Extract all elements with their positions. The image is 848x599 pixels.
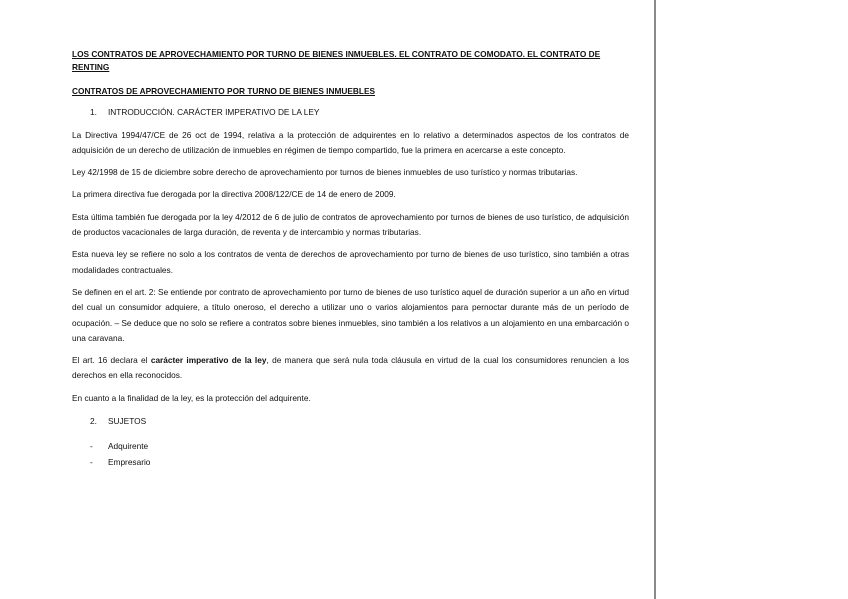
section-number: 1. [90,107,97,118]
paragraph-nueva-ley: Esta nueva ley se refiere no solo a los contratos de venta de derechos de aprovechamiento por turno de bienes de uso turístico, sino también a otras modalidades contractuales. [72,249,629,275]
section-subtitle: CONTRATOS DE APROVECHAMIENTO POR TURNO DE BIENES INMUEBLES [72,86,376,96]
art16-text-before: El art. 16 declara el [72,355,151,366]
section-label: INTRODUCCIÓN. CARÁCTER IMPERATIVO DE LA LEY [108,107,320,118]
section-label: SUJETOS [108,416,147,427]
paragraph-art-2: Se definen en el art. 2: Se entiende por contrato de aprovechamiento por turno de bienes de uso turístico aquel de duración superior a un año en virtud del cual un consumidor adquiere, a título oneroso, el derecho a utilizar uno o varios alojamientos para pernoctar durante más de un período de ocupación. – Se deduce que no solo se refiere a contratos sobre bienes inmuebles, sino también a los relativos a un alojamiento en una embarcación o una caravana. [72,286,629,343]
list-dash: - [90,456,93,467]
list-item [90,439,629,454]
paragraph-ley-4-2012: Esta última también fue derogada por la ley 4/2012 de 6 de julio de contratos de aprovechamiento por turnos de bienes de uso turístico, de adquisición de productos vacacionales de larga duración, de reventa y de intercambio y normas tributarias. [72,211,629,238]
document-content [72,48,629,470]
paragraph-finalidad: En cuanto a la finalidad de la ley, es la protección del adquirente. [72,392,311,403]
sujetos-list [72,439,629,470]
list-item-text: Adquirente [108,441,149,452]
art16-text-after: , de manera que será nula toda cláusula en virtud de la cual los consumidores renuncien a los derechos en ella reconocidos. [72,355,630,381]
paragraph-art-16 [72,353,629,384]
section-heading-sujetos [72,414,629,429]
art16-bold-text: carácter imperativo de la ley [150,355,267,366]
paragraph-directiva-2008: La primera directiva fue derogada por la directiva 2008/122/CE de 14 de enero de 2009. [72,189,396,200]
workspace-background [656,0,848,599]
section-heading-introduccion [72,105,629,120]
paragraph-ley-42-1998: Ley 42/1998 de 15 de diciembre sobre derecho de aprovechamiento por turnos de bienes inmuebles de uso turístico y normas tributarias. [72,167,578,178]
list-item [90,455,629,470]
paragraph-directiva-1994: La Directiva 1994/47/CE de 26 oct de 1994, relativa a la protección de adquirentes en lo relativo a determinados aspectos de los contratos de adquisición de un derecho de utilización de inmuebles en régimen de tiempo compartido, fue la primera en acercarse a este concepto. [72,129,629,155]
list-dash: - [90,441,93,452]
section-number: 2. [90,416,97,427]
list-item-text: Empresario [108,456,151,467]
document-title: LOS CONTRATOS DE APROVECHAMIENTO POR TURNO DE BIENES INMUEBLES. EL CONTRATO DE COMODATO. EL CONTRATO DE RENTING [72,49,601,72]
